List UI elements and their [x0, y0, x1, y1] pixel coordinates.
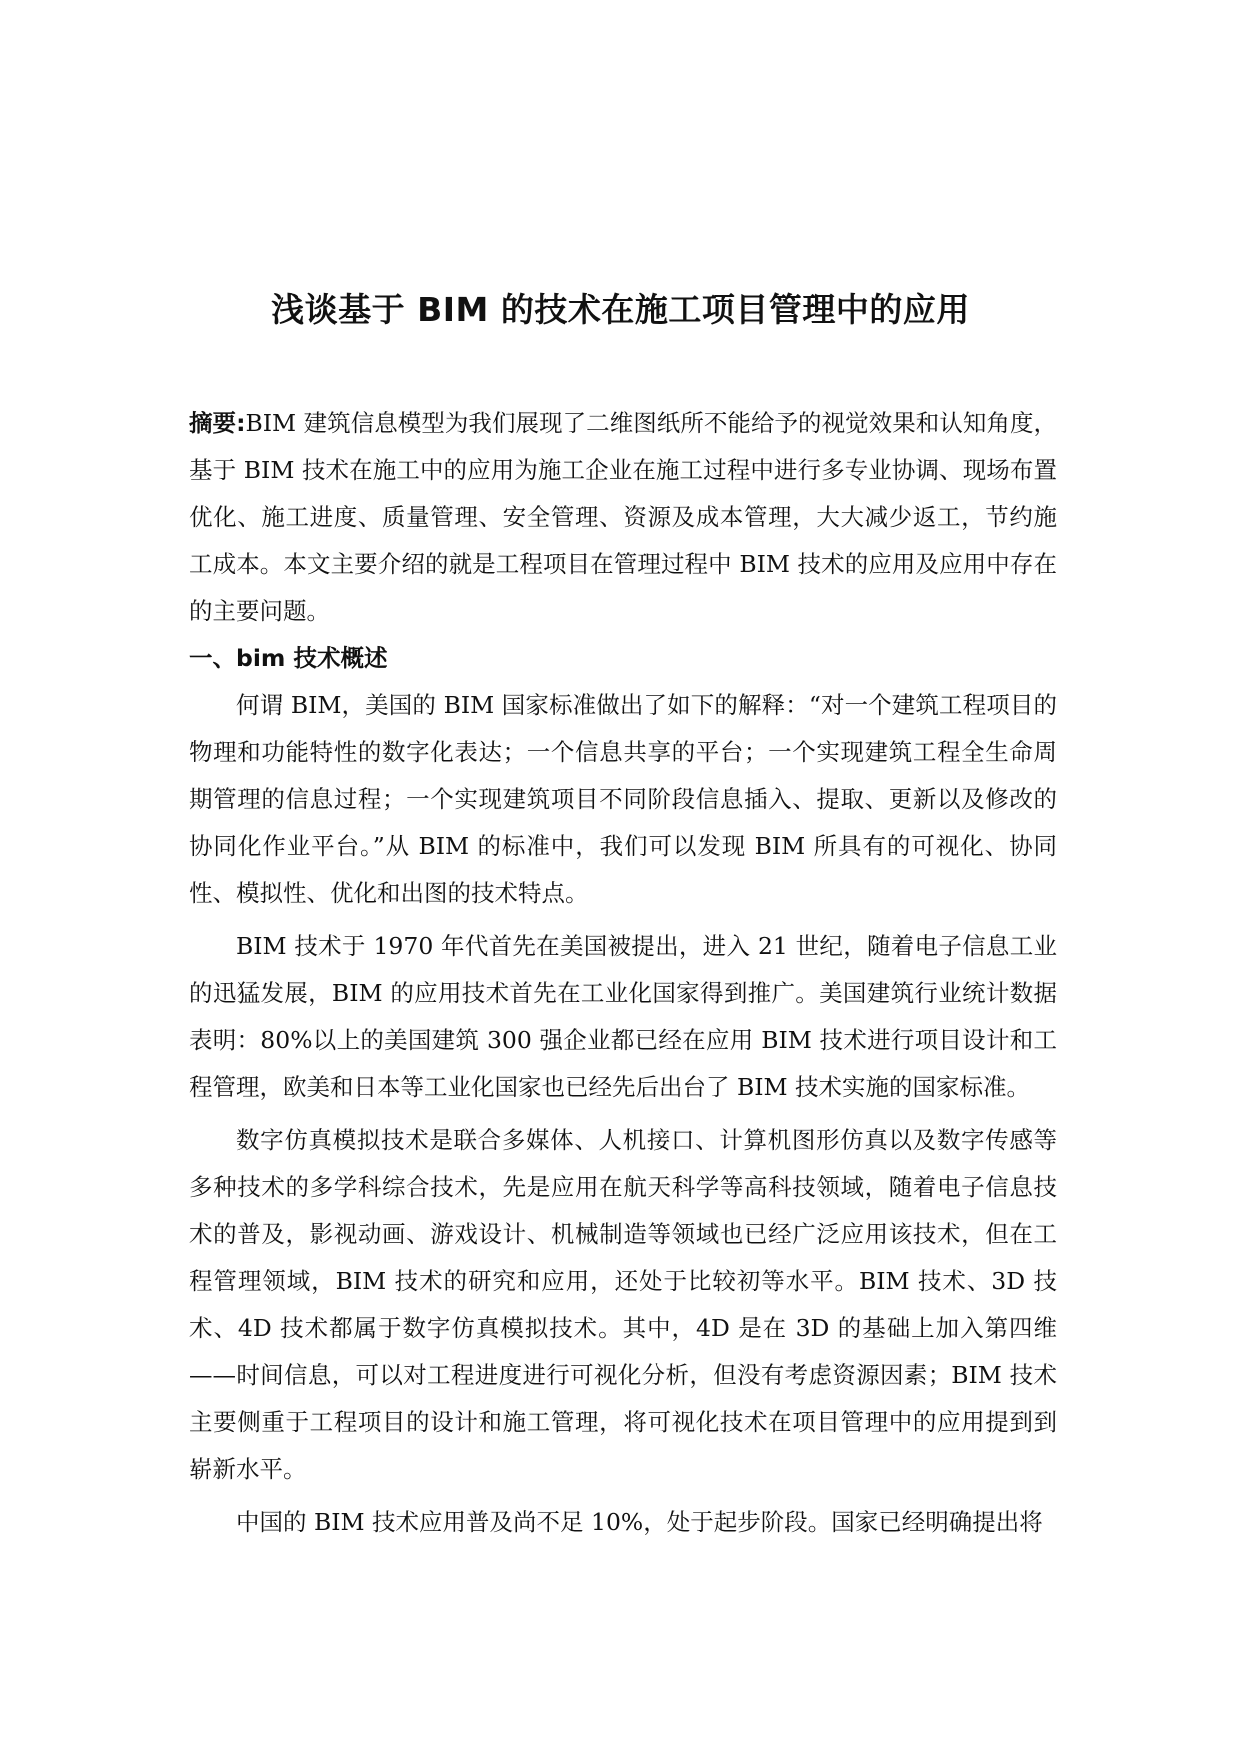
abstract-text: BIM 建筑信息模型为我们展现了二维图纸所不能给予的视觉效果和认知角度，基于 BIM 技术在施工中的应用为施工企业在施工过程中进行多专业协调、现场布置优化、施工进度、质量管理、安全管理、资源及成本管理，大大减少返工，节约施工成本。本文主要介绍的就是工程项目在管理过程中 BIM 技术的应用及应用中存在的主要问题。: [189, 409, 1057, 625]
paragraph-bim-history: BIM 技术于 1970 年代首先在美国被提出，进入 21 世纪，随着电子信息工业的迅猛发展，BIM 的应用技术首先在工业化国家得到推广。美国建筑行业统计数据表明：80%以上的美国建筑 300 强企业都已经在应用 BIM 技术进行项目设计和工程管理，欧美和日本等工业化国家也已经先后出台了 BIM 技术实施的国家标准。: [189, 932, 1057, 1101]
paragraph-china-bim: 中国的 BIM 技术应用普及尚不足 10%，处于起步阶段。国家已经明确提出将: [236, 1508, 1043, 1536]
section-heading: 一、bim 技术概述: [189, 644, 388, 672]
abstract-label: 摘要:: [189, 409, 246, 437]
paragraph-bim-definition: 何谓 BIM，美国的 BIM 国家标准做出了如下的解释：“对一个建筑工程项目的物理和功能特性的数字化表达；一个信息共享的平台；一个实现建筑工程全生命周期管理的信息过程；一个实现建筑项目不同阶段信息插入、提取、更新以及修改的协同化作业平台。”从 BIM 的标准中，我们可以发现 BIM 所具有的可视化、协同性、模拟性、优化和出图的技术特点。: [189, 691, 1057, 907]
document-body: [189, 400, 1057, 1546]
document-title: 浅谈基于 BIM 的技术在施工项目管理中的应用: [271, 290, 970, 329]
paragraph-simulation-tech: 数字仿真模拟技术是联合多媒体、人机接口、计算机图形仿真以及数字传感等多种技术的多学科综合技术，先是应用在航天科学等高科技领域，随着电子信息技术的普及，影视动画、游戏设计、机械制造等领域也已经广泛应用该技术，但在工程管理领域，BIM 技术的研究和应用，还处于比较初等水平。BIM 技术、3D 技术、4D 技术都属于数字仿真模拟技术。其中，4D 是在 3D 的基础上加入第四维——时间信息，可以对工程进度进行可视化分析，但没有考虑资源因素；BIM 技术主要侧重于工程项目的设计和施工管理，将可视化技术在项目管理中的应用提到到崭新水平。: [189, 1126, 1057, 1483]
abstract-paragraph: [189, 400, 1057, 635]
